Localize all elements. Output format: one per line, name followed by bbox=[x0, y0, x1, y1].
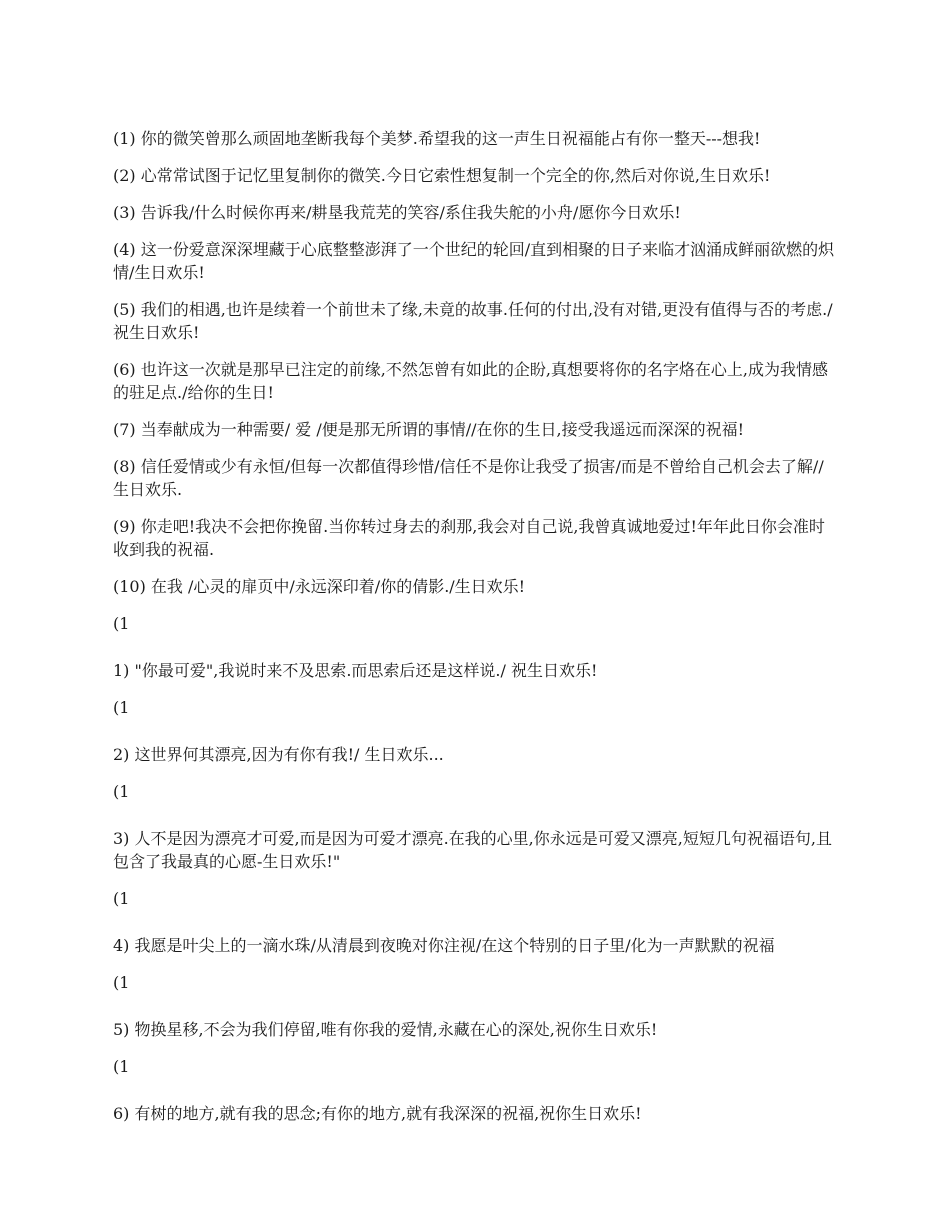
paragraph-13: 3) 人不是因为漂亮才可爱,而是因为可爱才漂亮.在我的心里,你永远是可爱又漂亮,短短几句祝福语句,且包含了我最真的心愿-生日欢乐!" bbox=[113, 829, 832, 871]
paragraph-fragment-14: (1 bbox=[113, 889, 130, 908]
paragraph-4: (4) 这一份爱意深深埋藏于心底整整澎湃了一个世纪的轮回/直到相聚的日子来临才汹涌成鲜丽欲燃的炽情/生日欢乐! bbox=[113, 240, 835, 282]
paragraph-3: (3) 告诉我/什么时候你再来/耕垦我荒芜的笑容/系住我失舵的小舟/愿你今日欢乐! bbox=[113, 203, 681, 222]
paragraph-15: 5) 物换星移,不会为我们停留,唯有你我的爱情,永藏在心的深处,祝你生日欢乐! bbox=[113, 1020, 658, 1039]
paragraph-11: 1) "你最可爱",我说时来不及思索.而思索后还是这样说./ 祝生日欢乐! bbox=[113, 661, 598, 680]
paragraph-8: (8) 信任爱情或少有永恒/但每一次都值得珍惜/信任不是你让我受了损害/而是不曾给自己机会去了解//生日欢乐. bbox=[113, 457, 824, 499]
paragraph-9: (9) 你走吧!我决不会把你挽留.当你转过身去的刹那,我会对自己说,我曾真诚地爱过!年年此日你会准时收到我的祝福. bbox=[113, 517, 825, 559]
paragraph-2: (2) 心常常试图于记忆里复制你的微笑.今日它索性想复制一个完全的你,然后对你说,生日欢乐! bbox=[113, 166, 771, 185]
paragraph-5: (5) 我们的相遇,也许是续着一个前世未了缘,未竟的故事.任何的付出,没有对错,更没有值得与否的考虑./祝生日欢乐! bbox=[113, 300, 833, 342]
paragraph-10: (10) 在我 /心灵的扉页中/永远深印着/你的倩影./生日欢乐! bbox=[113, 577, 526, 596]
paragraph-14: 4) 我愿是叶尖上的一滴水珠/从清晨到夜晚对你注视/在这个特别的日子里/化为一声默默的祝福 bbox=[113, 936, 775, 955]
paragraph-fragment-15: (1 bbox=[113, 973, 130, 992]
paragraph-fragment-16: (1 bbox=[113, 1057, 130, 1076]
paragraph-7: (7) 当奉献成为一种需要/ 爱 /便是那无所谓的事情//在你的生日,接受我遥远而深深的祝福! bbox=[113, 420, 745, 439]
paragraph-fragment-11: (1 bbox=[113, 614, 130, 633]
paragraph-fragment-12: (1 bbox=[113, 698, 130, 717]
paragraph-12: 2) 这世界何其漂亮,因为有你有我!/ 生日欢乐... bbox=[113, 745, 444, 764]
paragraph-6: (6) 也许这一次就是那早已注定的前缘,不然怎曾有如此的企盼,真想要将你的名字烙在心上,成为我情感的驻足点./给你的生日! bbox=[113, 360, 829, 402]
paragraph-16: 6) 有树的地方,就有我的思念;有你的地方,就有我深深的祝福,祝你生日欢乐! bbox=[113, 1104, 642, 1123]
document-body bbox=[113, 127, 839, 1139]
paragraph-1: (1) 你的微笑曾那么顽固地垄断我每个美梦.希望我的这一声生日祝福能占有你一整天---想我! bbox=[113, 129, 761, 148]
paragraph-fragment-13: (1 bbox=[113, 782, 130, 801]
